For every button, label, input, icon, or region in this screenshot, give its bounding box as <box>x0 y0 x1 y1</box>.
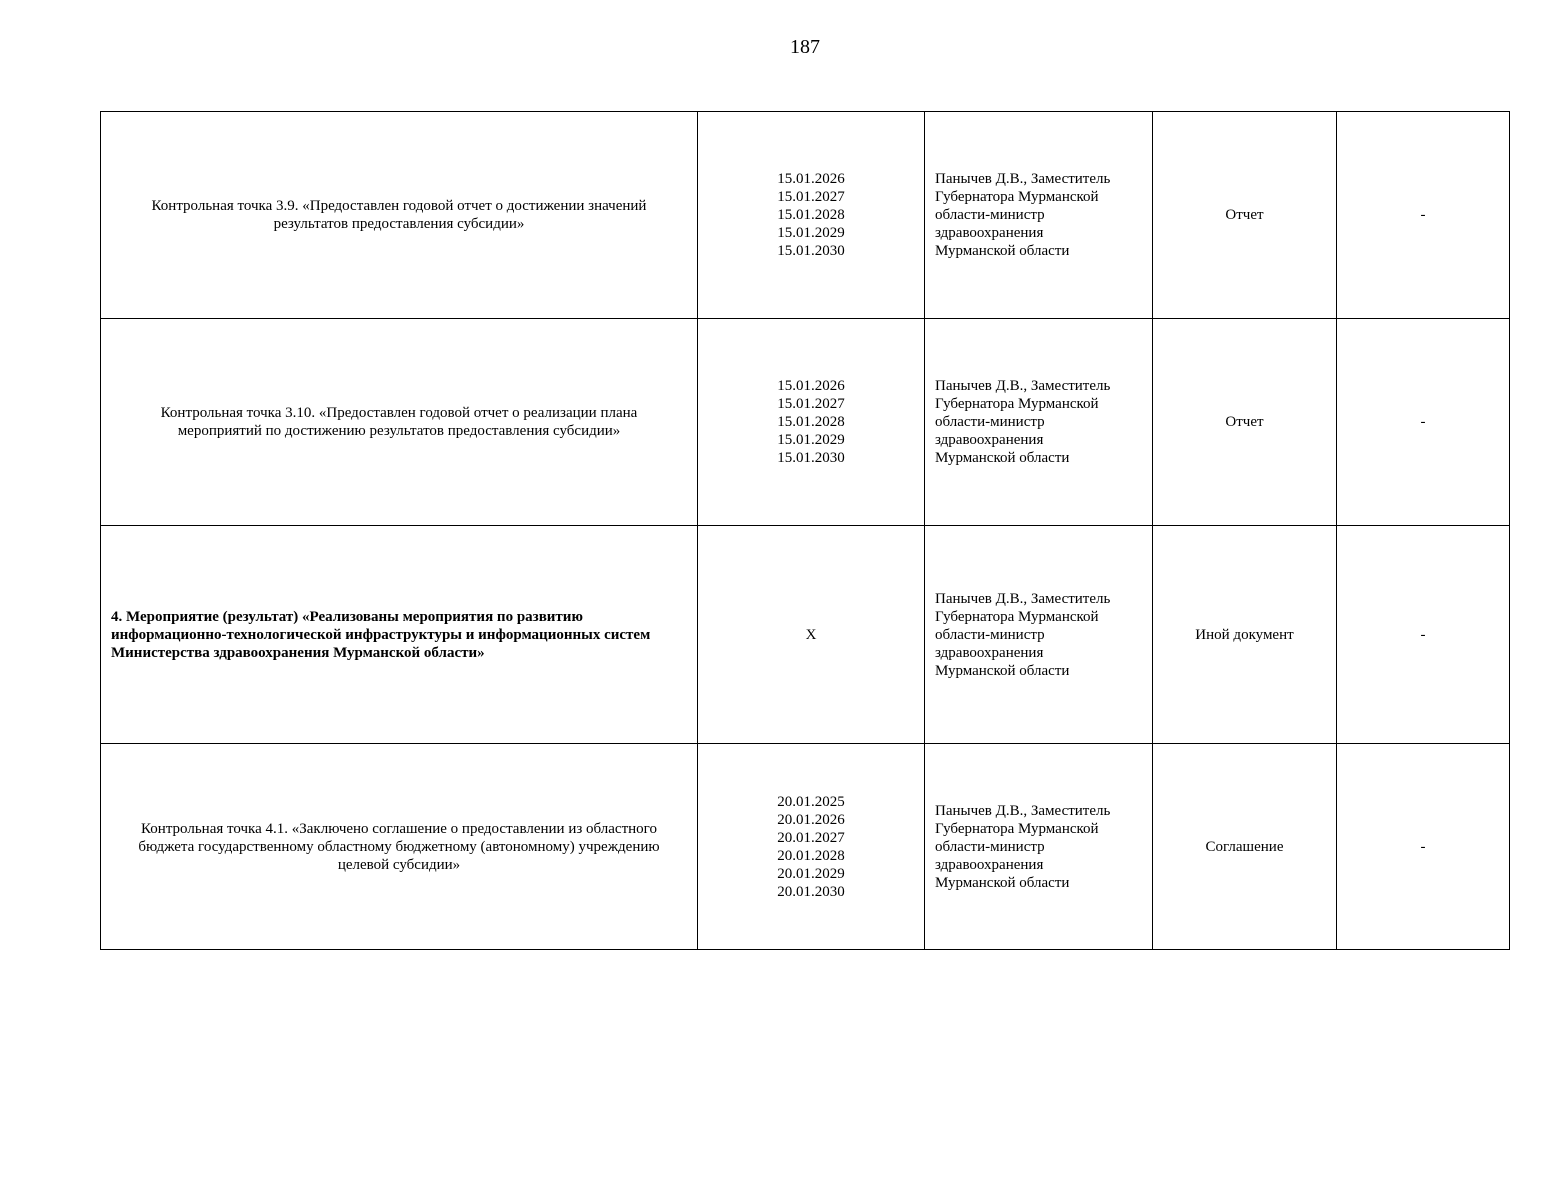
date-value: 20.01.2028 <box>777 847 845 864</box>
date-value: 15.01.2026 <box>777 171 845 187</box>
dates-cell <box>698 319 925 526</box>
date-value: 15.01.2027 <box>777 189 845 205</box>
responsible-line: области-министр <box>935 626 1045 643</box>
measure-name-cell: 4. Мероприятие (результат) «Реализованы мероприятия по развитию информационно-технологической инфраструктуры и информационных систем Министерства здравоохранения Мурманской области» <box>101 526 698 744</box>
date-value: 20.01.2027 <box>777 829 845 846</box>
dates-cell <box>698 744 925 950</box>
date-value: X <box>805 626 817 643</box>
responsible-line: Губернатора Мурманской <box>935 820 1099 837</box>
responsible-cell <box>925 319 1153 526</box>
table-row <box>101 319 1510 526</box>
document-type-cell: Отчет <box>1153 112 1337 319</box>
responsible-line: области-министр <box>935 838 1045 855</box>
responsible-cell <box>925 744 1153 950</box>
measure-name-cell: Контрольная точка 3.10. «Предоставлен годовой отчет о реализации плана мероприятий по достижению результатов предоставления субсидии» <box>101 319 698 526</box>
responsible-line: Панычев Д.В., Заместитель <box>935 802 1111 819</box>
responsible-line: Панычев Д.В., Заместитель <box>935 590 1111 607</box>
responsible-line: Панычев Д.В., Заместитель <box>935 378 1111 394</box>
date-value: 20.01.2030 <box>777 883 845 900</box>
date-value: 15.01.2026 <box>777 378 845 394</box>
responsible-line: Губернатора Мурманской <box>935 189 1099 205</box>
responsible-line: здравоохранения <box>935 856 1044 873</box>
date-value: 15.01.2029 <box>777 432 845 448</box>
measure-name-cell: Контрольная точка 3.9. «Предоставлен годовой отчет о достижении значений результатов предоставления субсидии» <box>101 112 698 319</box>
responsible-line: Панычев Д.В., Заместитель <box>935 171 1111 187</box>
responsible-line: здравоохранения <box>935 432 1044 448</box>
extra-cell: - <box>1337 526 1510 744</box>
extra-cell: - <box>1337 744 1510 950</box>
responsible-line: здравоохранения <box>935 644 1044 661</box>
document-type-cell: Отчет <box>1153 319 1337 526</box>
responsible-line: области-министр <box>935 414 1045 430</box>
date-value: 15.01.2028 <box>777 207 845 223</box>
responsible-line: Мурманской области <box>935 450 1070 466</box>
table-row <box>101 112 1510 319</box>
dates-cell <box>698 112 925 319</box>
responsible-line: здравоохранения <box>935 225 1044 241</box>
date-value: 15.01.2030 <box>777 243 845 259</box>
date-value: 20.01.2025 <box>777 793 845 810</box>
responsible-line: Губернатора Мурманской <box>935 608 1099 625</box>
table-row <box>101 744 1510 950</box>
measure-name-cell: Контрольная точка 4.1. «Заключено соглашение о предоставлении из областного бюджета государственному областному бюджетному (автономному) учреждению целевой субсидии» <box>101 744 698 950</box>
page-number: 187 <box>790 36 820 58</box>
document-type-cell: Иной документ <box>1153 526 1337 744</box>
date-value: 20.01.2026 <box>777 811 845 828</box>
control-points-table <box>100 111 1510 950</box>
responsible-cell <box>925 112 1153 319</box>
extra-cell: - <box>1337 112 1510 319</box>
date-value: 20.01.2029 <box>777 865 845 882</box>
dates-cell <box>698 526 925 744</box>
date-value: 15.01.2027 <box>777 396 845 412</box>
date-value: 15.01.2028 <box>777 414 845 430</box>
extra-cell: - <box>1337 319 1510 526</box>
responsible-line: Губернатора Мурманской <box>935 396 1099 412</box>
date-value: 15.01.2029 <box>777 225 845 241</box>
document-type-cell: Соглашение <box>1153 744 1337 950</box>
table-row <box>101 526 1510 744</box>
responsible-line: области-министр <box>935 207 1045 223</box>
responsible-line: Мурманской области <box>935 243 1070 259</box>
responsible-line: Мурманской области <box>935 874 1070 891</box>
responsible-cell <box>925 526 1153 744</box>
date-value: 15.01.2030 <box>777 450 845 466</box>
responsible-line: Мурманской области <box>935 662 1070 679</box>
